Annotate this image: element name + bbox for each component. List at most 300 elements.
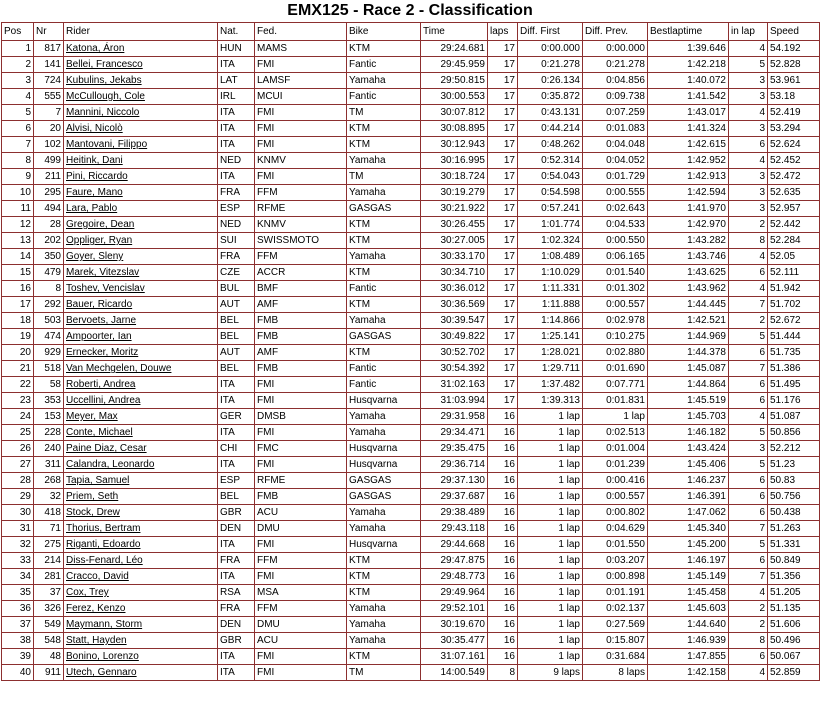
cell-rider[interactable]: Statt, Hayden (64, 633, 218, 649)
cell-laps: 17 (488, 345, 518, 361)
cell-bike: Husqvarna (347, 457, 421, 473)
cell-in-lap: 3 (729, 169, 768, 185)
cell-pos: 15 (2, 265, 34, 281)
col-header-bestlaptime: Bestlaptime (648, 23, 729, 41)
col-header-speed: Speed (768, 23, 820, 41)
cell-in-lap: 6 (729, 473, 768, 489)
cell-in-lap: 4 (729, 585, 768, 601)
classification-rows (2, 41, 820, 681)
cell-time: 30:19.670 (421, 617, 488, 633)
cell-rider[interactable]: Gregoire, Dean (64, 217, 218, 233)
cell-rider[interactable]: Thorius, Bertram (64, 521, 218, 537)
cell-laps: 16 (488, 585, 518, 601)
cell-laps: 17 (488, 137, 518, 153)
cell-bestlaptime: 1:45.087 (648, 361, 729, 377)
cell-bestlaptime: 1:44.969 (648, 329, 729, 345)
cell-time: 29:49.964 (421, 585, 488, 601)
cell-laps: 17 (488, 233, 518, 249)
cell-rider[interactable]: Calandra, Leonardo (64, 457, 218, 473)
cell-bike: TM (347, 169, 421, 185)
cell-rider[interactable]: Faure, Mano (64, 185, 218, 201)
cell-bike: Yamaha (347, 425, 421, 441)
table-row (2, 153, 820, 169)
table-row (2, 377, 820, 393)
cell-rider[interactable]: Goyer, Sleny (64, 249, 218, 265)
cell-diff-first: 0:54.598 (518, 185, 583, 201)
cell-rider[interactable]: McCullough, Cole (64, 89, 218, 105)
cell-rider[interactable]: Van Mechgelen, Douwe (64, 361, 218, 377)
cell-speed: 53.294 (768, 121, 820, 137)
table-row (2, 617, 820, 633)
cell-in-lap: 4 (729, 409, 768, 425)
cell-bestlaptime: 1:47.062 (648, 505, 729, 521)
cell-laps: 17 (488, 41, 518, 57)
cell-nat: FRA (218, 185, 255, 201)
cell-in-lap: 2 (729, 217, 768, 233)
table-row (2, 521, 820, 537)
cell-in-lap: 6 (729, 649, 768, 665)
cell-rider[interactable]: Cracco, David (64, 569, 218, 585)
cell-bike: Yamaha (347, 313, 421, 329)
cell-rider[interactable]: Toshev, Vencislav (64, 281, 218, 297)
cell-in-lap: 6 (729, 137, 768, 153)
cell-nr: 28 (34, 217, 64, 233)
cell-speed: 50.067 (768, 649, 820, 665)
table-row (2, 89, 820, 105)
cell-rider[interactable]: Riganti, Edoardo (64, 537, 218, 553)
cell-time: 31:02.163 (421, 377, 488, 393)
cell-diff-prev: 0:07.771 (583, 377, 648, 393)
cell-nat: FRA (218, 553, 255, 569)
cell-rider[interactable]: Marek, Vitezslav (64, 265, 218, 281)
cell-nat: ITA (218, 649, 255, 665)
cell-rider[interactable]: Kubulins, Jekabs (64, 73, 218, 89)
table-row (2, 73, 820, 89)
cell-pos: 37 (2, 617, 34, 633)
cell-nat: RSA (218, 585, 255, 601)
cell-speed: 52.452 (768, 153, 820, 169)
cell-in-lap: 5 (729, 57, 768, 73)
cell-bike: GASGAS (347, 473, 421, 489)
cell-fed: FMB (255, 489, 347, 505)
cell-rider[interactable]: Diss-Fenard, Léo (64, 553, 218, 569)
cell-nat: ITA (218, 377, 255, 393)
cell-nat: NED (218, 217, 255, 233)
cell-rider[interactable]: Utech, Gennaro (64, 665, 218, 681)
cell-nr: 479 (34, 265, 64, 281)
col-header-fed: Fed. (255, 23, 347, 41)
cell-bike: Fantic (347, 377, 421, 393)
cell-fed: FFM (255, 601, 347, 617)
cell-pos: 4 (2, 89, 34, 105)
cell-speed: 51.356 (768, 569, 820, 585)
cell-rider[interactable]: Tapia, Samuel (64, 473, 218, 489)
cell-in-lap: 3 (729, 89, 768, 105)
cell-fed: FMB (255, 329, 347, 345)
cell-diff-first: 0:26.134 (518, 73, 583, 89)
cell-pos: 33 (2, 553, 34, 569)
cell-nat: FRA (218, 249, 255, 265)
cell-bestlaptime: 1:45.519 (648, 393, 729, 409)
cell-fed: FMC (255, 441, 347, 457)
table-row (2, 537, 820, 553)
cell-fed: FFM (255, 553, 347, 569)
cell-pos: 5 (2, 105, 34, 121)
cell-diff-first: 0:54.043 (518, 169, 583, 185)
cell-speed: 51.263 (768, 521, 820, 537)
cell-fed: FFM (255, 185, 347, 201)
cell-rider[interactable]: Meyer, Max (64, 409, 218, 425)
cell-time: 30:21.922 (421, 201, 488, 217)
cell-diff-prev: 0:10.275 (583, 329, 648, 345)
cell-nr: 153 (34, 409, 64, 425)
cell-nr: 58 (34, 377, 64, 393)
cell-rider[interactable]: Lara, Pablo (64, 201, 218, 217)
cell-diff-first: 0:57.241 (518, 201, 583, 217)
cell-bestlaptime: 1:44.640 (648, 617, 729, 633)
cell-speed: 52.419 (768, 105, 820, 121)
cell-time: 29:50.815 (421, 73, 488, 89)
cell-rider[interactable]: Mannini, Niccolo (64, 105, 218, 121)
cell-speed: 51.735 (768, 345, 820, 361)
cell-nr: 228 (34, 425, 64, 441)
cell-diff-prev: 0:00.555 (583, 185, 648, 201)
cell-in-lap: 7 (729, 297, 768, 313)
cell-pos: 10 (2, 185, 34, 201)
cell-pos: 40 (2, 665, 34, 681)
table-row (2, 185, 820, 201)
cell-nr: 418 (34, 505, 64, 521)
cell-in-lap: 3 (729, 121, 768, 137)
cell-laps: 16 (488, 521, 518, 537)
cell-diff-prev: 0:00.550 (583, 233, 648, 249)
cell-bike: Fantic (347, 361, 421, 377)
cell-in-lap: 5 (729, 457, 768, 473)
cell-speed: 51.444 (768, 329, 820, 345)
cell-nat: BUL (218, 281, 255, 297)
cell-pos: 6 (2, 121, 34, 137)
cell-speed: 50.438 (768, 505, 820, 521)
cell-laps: 16 (488, 489, 518, 505)
cell-diff-first: 1 lap (518, 633, 583, 649)
table-row (2, 425, 820, 441)
cell-diff-prev: 0:00.557 (583, 297, 648, 313)
cell-bike: Yamaha (347, 185, 421, 201)
cell-rider[interactable]: Bervoets, Jarne (64, 313, 218, 329)
table-row (2, 665, 820, 681)
cell-rider[interactable]: Cox, Trey (64, 585, 218, 601)
cell-bestlaptime: 1:44.864 (648, 377, 729, 393)
cell-diff-prev: 0:01.302 (583, 281, 648, 297)
cell-time: 30:16.995 (421, 153, 488, 169)
cell-rider[interactable]: Mantovani, Filippo (64, 137, 218, 153)
cell-laps: 17 (488, 217, 518, 233)
cell-diff-prev: 0:02.880 (583, 345, 648, 361)
cell-diff-prev: 0:15.807 (583, 633, 648, 649)
cell-diff-prev: 0:03.207 (583, 553, 648, 569)
cell-bike: KTM (347, 345, 421, 361)
cell-bestlaptime: 1:44.445 (648, 297, 729, 313)
cell-diff-prev: 0:01.550 (583, 537, 648, 553)
cell-speed: 52.957 (768, 201, 820, 217)
cell-fed: MCUI (255, 89, 347, 105)
cell-pos: 23 (2, 393, 34, 409)
cell-pos: 9 (2, 169, 34, 185)
cell-diff-prev: 0:04.048 (583, 137, 648, 153)
classification-table (1, 22, 820, 681)
cell-nr: 295 (34, 185, 64, 201)
cell-bike: Husqvarna (347, 441, 421, 457)
cell-diff-prev: 0:21.278 (583, 57, 648, 73)
cell-laps: 17 (488, 185, 518, 201)
cell-bike: Yamaha (347, 249, 421, 265)
cell-diff-prev: 0:00.416 (583, 473, 648, 489)
cell-rider[interactable]: Heitink, Dani (64, 153, 218, 169)
cell-diff-first: 0:00.000 (518, 41, 583, 57)
cell-time: 30:39.547 (421, 313, 488, 329)
cell-diff-first: 1 lap (518, 553, 583, 569)
cell-pos: 30 (2, 505, 34, 521)
cell-diff-first: 0:44.214 (518, 121, 583, 137)
cell-rider[interactable]: Ampoorter, Ian (64, 329, 218, 345)
cell-bike: KTM (347, 137, 421, 153)
cell-pos: 18 (2, 313, 34, 329)
cell-bike: Yamaha (347, 73, 421, 89)
cell-fed: LAMSF (255, 73, 347, 89)
cell-time: 30:52.702 (421, 345, 488, 361)
cell-bike: KTM (347, 569, 421, 585)
cell-fed: AMF (255, 345, 347, 361)
cell-pos: 29 (2, 489, 34, 505)
cell-time: 30:18.724 (421, 169, 488, 185)
cell-time: 30:35.477 (421, 633, 488, 649)
cell-nr: 48 (34, 649, 64, 665)
cell-rider[interactable]: Alvisi, Nicolò (64, 121, 218, 137)
cell-bestlaptime: 1:43.424 (648, 441, 729, 457)
cell-time: 30:00.553 (421, 89, 488, 105)
cell-speed: 52.672 (768, 313, 820, 329)
cell-rider[interactable]: Bonino, Lorenzo (64, 649, 218, 665)
cell-diff-prev: 8 laps (583, 665, 648, 681)
cell-fed: RFME (255, 201, 347, 217)
cell-time: 14:00.549 (421, 665, 488, 681)
cell-speed: 50.856 (768, 425, 820, 441)
col-header-laps: laps (488, 23, 518, 41)
cell-laps: 17 (488, 361, 518, 377)
cell-bike: Yamaha (347, 633, 421, 649)
cell-laps: 17 (488, 169, 518, 185)
cell-diff-prev: 0:01.690 (583, 361, 648, 377)
cell-speed: 53.18 (768, 89, 820, 105)
cell-diff-prev: 0:00.000 (583, 41, 648, 57)
cell-diff-first: 0:48.262 (518, 137, 583, 153)
cell-nat: LAT (218, 73, 255, 89)
cell-rider[interactable]: Pini, Riccardo (64, 169, 218, 185)
cell-bestlaptime: 1:41.542 (648, 89, 729, 105)
cell-time: 31:07.161 (421, 649, 488, 665)
cell-laps: 16 (488, 537, 518, 553)
cell-fed: FMI (255, 649, 347, 665)
cell-in-lap: 2 (729, 617, 768, 633)
col-header-bike: Bike (347, 23, 421, 41)
cell-speed: 52.472 (768, 169, 820, 185)
cell-fed: FMI (255, 121, 347, 137)
cell-rider[interactable]: Roberti, Andrea (64, 377, 218, 393)
cell-nat: DEN (218, 617, 255, 633)
cell-rider[interactable]: Ferez, Kenzo (64, 601, 218, 617)
cell-in-lap: 6 (729, 553, 768, 569)
cell-pos: 27 (2, 457, 34, 473)
cell-fed: KNMV (255, 217, 347, 233)
cell-laps: 17 (488, 105, 518, 121)
cell-diff-prev: 0:00.898 (583, 569, 648, 585)
cell-speed: 52.111 (768, 265, 820, 281)
table-row (2, 409, 820, 425)
cell-nr: 71 (34, 521, 64, 537)
cell-fed: MAMS (255, 41, 347, 57)
cell-rider[interactable]: Katona, Áron (64, 41, 218, 57)
cell-rider[interactable]: Priem, Seth (64, 489, 218, 505)
cell-pos: 11 (2, 201, 34, 217)
cell-diff-first: 1 lap (518, 521, 583, 537)
col-header-nat: Nat. (218, 23, 255, 41)
cell-diff-first: 1:28.021 (518, 345, 583, 361)
cell-pos: 17 (2, 297, 34, 313)
col-header-pos: Pos (2, 23, 34, 41)
cell-diff-first: 9 laps (518, 665, 583, 681)
cell-diff-first: 1:08.489 (518, 249, 583, 265)
cell-bestlaptime: 1:45.200 (648, 537, 729, 553)
cell-diff-prev: 0:02.513 (583, 425, 648, 441)
cell-nat: GER (218, 409, 255, 425)
cell-nr: 102 (34, 137, 64, 153)
cell-rider[interactable]: Oppliger, Ryan (64, 233, 218, 249)
cell-laps: 16 (488, 473, 518, 489)
cell-time: 30:34.710 (421, 265, 488, 281)
cell-time: 29:24.681 (421, 41, 488, 57)
cell-speed: 51.087 (768, 409, 820, 425)
cell-speed: 50.849 (768, 553, 820, 569)
cell-rider[interactable]: Maymann, Storm (64, 617, 218, 633)
cell-rider[interactable]: Paine Diaz, Cesar (64, 441, 218, 457)
cell-time: 30:27.005 (421, 233, 488, 249)
cell-bestlaptime: 1:44.378 (648, 345, 729, 361)
cell-nr: 499 (34, 153, 64, 169)
cell-fed: FMI (255, 57, 347, 73)
cell-laps: 17 (488, 249, 518, 265)
cell-diff-prev: 0:01.239 (583, 457, 648, 473)
cell-speed: 51.135 (768, 601, 820, 617)
cell-fed: FMI (255, 377, 347, 393)
cell-diff-prev: 0:02.137 (583, 601, 648, 617)
table-row (2, 137, 820, 153)
cell-rider[interactable]: Ernecker, Moritz (64, 345, 218, 361)
cell-in-lap: 5 (729, 425, 768, 441)
cell-bestlaptime: 1:46.197 (648, 553, 729, 569)
cell-diff-prev: 0:04.629 (583, 521, 648, 537)
col-header-diff-prev: Diff. Prev. (583, 23, 648, 41)
table-row (2, 105, 820, 121)
cell-diff-prev: 0:02.643 (583, 201, 648, 217)
cell-nat: BEL (218, 313, 255, 329)
cell-diff-prev: 0:01.191 (583, 585, 648, 601)
cell-rider[interactable]: Stock, Drew (64, 505, 218, 521)
table-row (2, 441, 820, 457)
cell-nat: ITA (218, 169, 255, 185)
cell-speed: 52.859 (768, 665, 820, 681)
cell-pos: 1 (2, 41, 34, 57)
cell-speed: 51.942 (768, 281, 820, 297)
cell-diff-prev: 0:04.533 (583, 217, 648, 233)
cell-laps: 17 (488, 329, 518, 345)
cell-bike: TM (347, 665, 421, 681)
table-row (2, 57, 820, 73)
cell-fed: RFME (255, 473, 347, 489)
cell-nr: 202 (34, 233, 64, 249)
cell-speed: 53.961 (768, 73, 820, 89)
cell-diff-first: 0:35.872 (518, 89, 583, 105)
cell-nr: 240 (34, 441, 64, 457)
cell-pos: 19 (2, 329, 34, 345)
table-row (2, 649, 820, 665)
cell-bestlaptime: 1:41.324 (648, 121, 729, 137)
cell-nr: 37 (34, 585, 64, 601)
cell-laps: 16 (488, 505, 518, 521)
cell-laps: 17 (488, 89, 518, 105)
table-row (2, 553, 820, 569)
cell-nat: BEL (218, 329, 255, 345)
cell-time: 29:44.668 (421, 537, 488, 553)
cell-in-lap: 8 (729, 633, 768, 649)
cell-fed: FMI (255, 169, 347, 185)
cell-diff-prev: 0:01.540 (583, 265, 648, 281)
cell-pos: 22 (2, 377, 34, 393)
table-row (2, 313, 820, 329)
cell-diff-prev: 1 lap (583, 409, 648, 425)
cell-fed: MSA (255, 585, 347, 601)
cell-nr: 548 (34, 633, 64, 649)
cell-pos: 39 (2, 649, 34, 665)
cell-diff-first: 1 lap (518, 585, 583, 601)
cell-bike: Yamaha (347, 409, 421, 425)
cell-rider[interactable]: Uccellini, Andrea (64, 393, 218, 409)
cell-pos: 35 (2, 585, 34, 601)
cell-bestlaptime: 1:40.072 (648, 73, 729, 89)
cell-nat: NED (218, 153, 255, 169)
cell-bestlaptime: 1:42.218 (648, 57, 729, 73)
table-row (2, 249, 820, 265)
cell-pos: 14 (2, 249, 34, 265)
cell-diff-first: 1 lap (518, 441, 583, 457)
cell-fed: DMU (255, 521, 347, 537)
cell-nr: 211 (34, 169, 64, 185)
cell-fed: DMSB (255, 409, 347, 425)
cell-diff-first: 1 lap (518, 425, 583, 441)
cell-bike: GASGAS (347, 329, 421, 345)
cell-nr: 8 (34, 281, 64, 297)
cell-rider[interactable]: Conte, Michael (64, 425, 218, 441)
cell-pos: 24 (2, 409, 34, 425)
cell-rider[interactable]: Bellei, Francesco (64, 57, 218, 73)
cell-bestlaptime: 1:45.603 (648, 601, 729, 617)
cell-diff-prev: 0:01.083 (583, 121, 648, 137)
cell-bike: KTM (347, 553, 421, 569)
cell-laps: 17 (488, 121, 518, 137)
cell-pos: 36 (2, 601, 34, 617)
cell-nat: CHI (218, 441, 255, 457)
cell-rider[interactable]: Bauer, Ricardo (64, 297, 218, 313)
cell-pos: 2 (2, 57, 34, 73)
